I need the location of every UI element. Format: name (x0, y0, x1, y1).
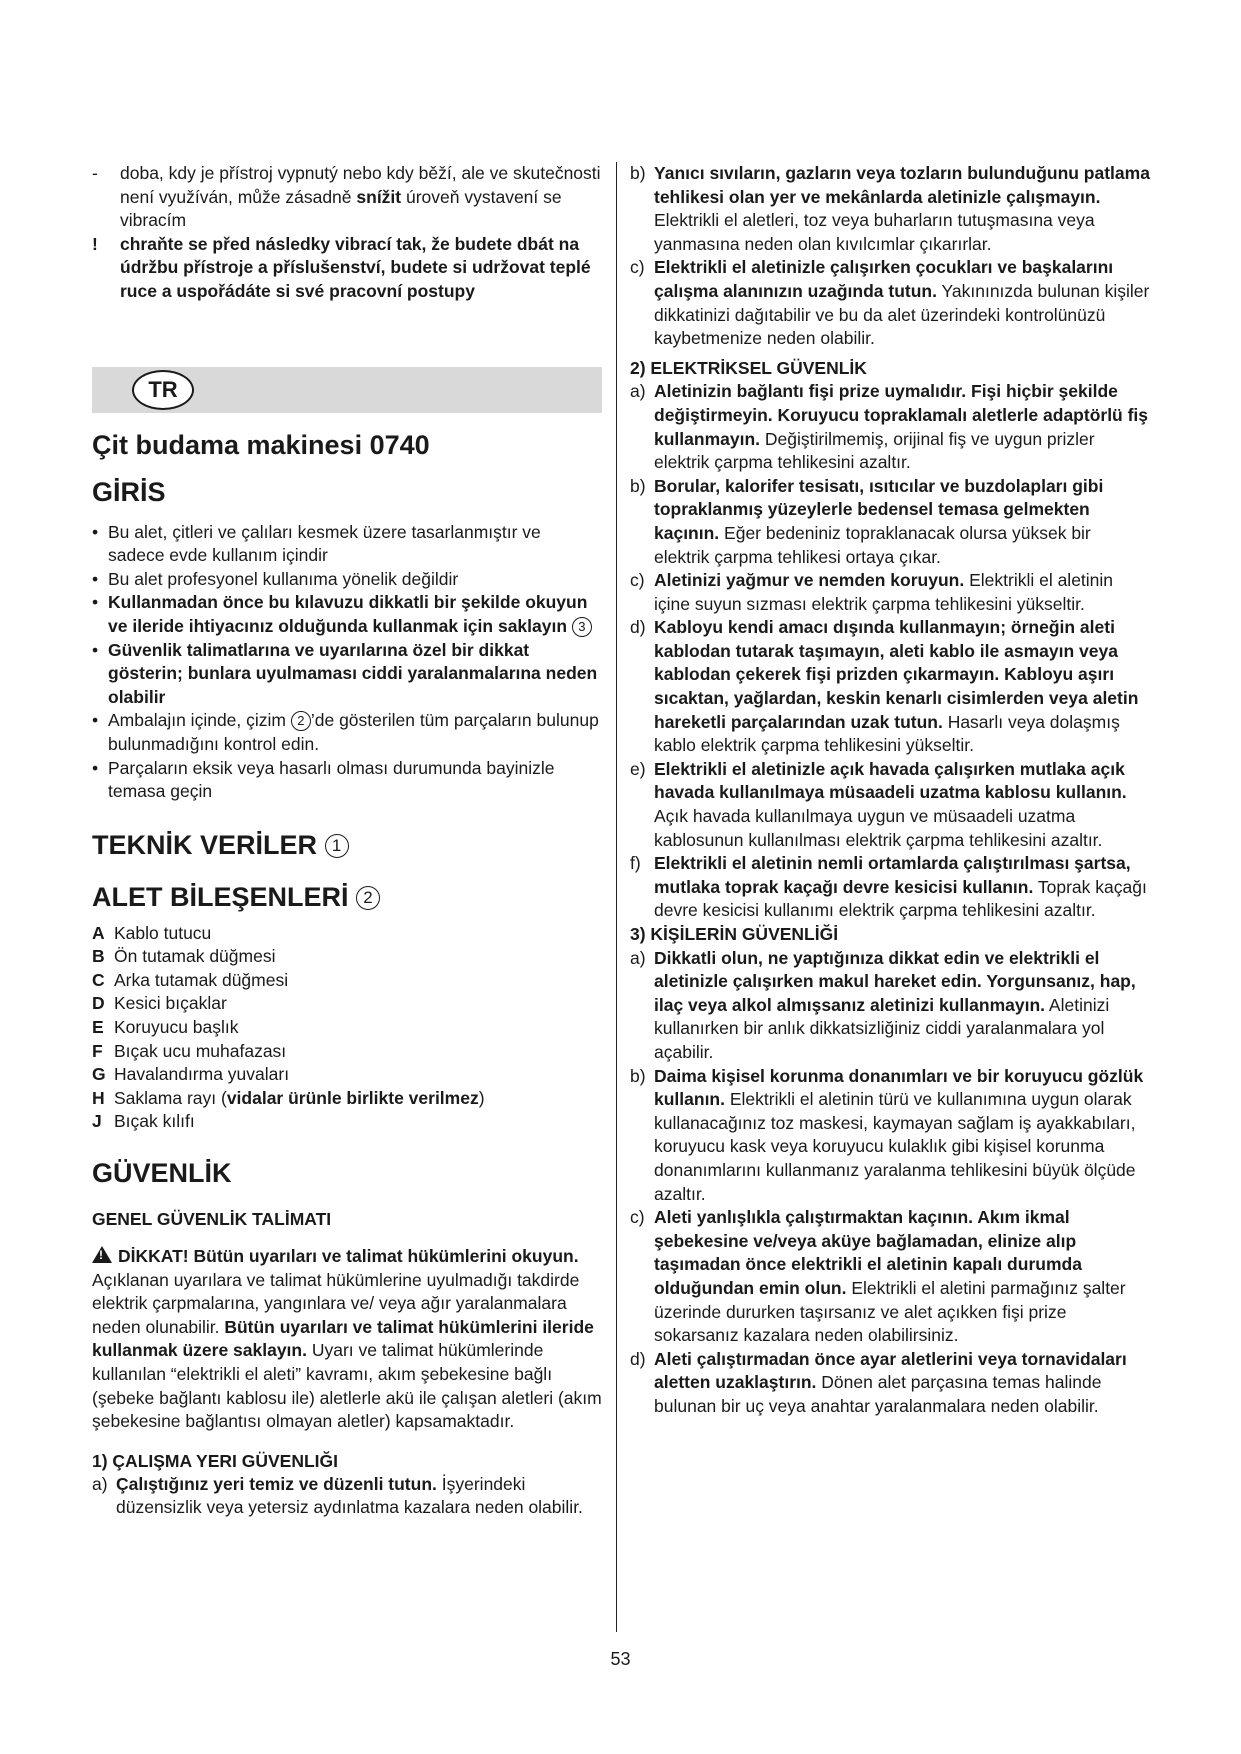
list-item: a) Çalıştığınız yeri temiz ve düzenli tutun. İşyerindeki düzensizlik veya yetersiz aydınlatma kazalara neden olabilir. (92, 1473, 583, 1518)
language-bar (92, 367, 602, 413)
figure-ref-1: 1 (325, 834, 349, 858)
intro-list (92, 521, 602, 804)
list-item: F Bıçak ucu muhafazası (92, 1040, 287, 1061)
list-item: E Koruyucu başlık (92, 1017, 239, 1038)
list-item: • Kullanmadan önce bu kılavuzu dikkatli bir şekilde okuyun ve ileride ihtiyacınız olduğunda kullanmak için saklayın 3 (92, 591, 602, 638)
list-item: c) Elektrikli el aletinizle çalışırken çocukları ve başkalarını çalışma alanınızın uzağında tutun. Yakınınızda bulunan kişiler dikkatinizi dağıtabilir ve bu da alet üzerindeki kontrolünüzü kaybetmenize neden olabilir. (630, 257, 1150, 349)
list-item: c) Aletinizi yağmur ve nemden koruyun. Elektrikli el aletinin içine suyun sızması elektrik çarpma tehlikesini yükseltir. (630, 570, 1114, 614)
exclamation-mark: ! (92, 233, 98, 254)
list-item: C Arka tutamak düğmesi (92, 969, 289, 990)
warning-paragraph: !DİKKAT! Bütün uyarıları ve talimat hükümlerini okuyun. Açıklanan uyarılara ve talimat hükümlerine uyulmadığı takdirde elektrik çarpmalarına, yangınlara ve/ veya ağır yaralanmalara neden olunabilir. Bütün uyarıları ve talimat hükümlerini ileride kullanmak üzere saklayın. Uyarı ve talimat hükümlerinde kullanılan “elektrikli el aleti” kavramı, akım şebekesine bağlı (şebeke bağlantı kablosu ile) aletlerle akü ile çalışan aletleri (akım şebekesine bağlantısı olmayan aletler) kapsamaktadır. (92, 1245, 602, 1434)
section-electrical: 2) ELEKTRİKSEL GÜVENLİK (630, 357, 867, 378)
warning-triangle-icon (92, 1246, 112, 1263)
parts-list (92, 922, 602, 1134)
section-work-area: 1) ÇALIŞMA YERI GÜVENLIĞI (92, 1450, 338, 1471)
list-item: H Saklama rayı (vidalar ürünle birlikte verilmez) (92, 1087, 485, 1108)
list-item: c) Aleti yanlışlıkla çalıştırmaktan kaçının. Akım ikmal şebekesine ve/veya aküye bağlamadan, elinize alıp taşımadan önce elektrikli el aletinin kapalı durumda olduğundan emin olun. Elektrikli el aletini parmağınız şalter üzerinde dururken taşırsanız ve alet açıkken fişi prize sokarsanız kazalara neden olabilirsiniz. (630, 1207, 1126, 1346)
list-item: e) Elektrikli el aletinizle açık havada çalışırken mutlaka açık havada kullanılmaya müsaadeli uzatma kablosu kullanın. Açık havada kullanılmaya uygun ve müsaadeli uzatma kablosunun kullanılması elektrik çarpma tehlikesini azaltır. (630, 758, 1127, 850)
list-item: b) Daima kişisel korunma donanımları ve bir koruyucu gözlük kullanın. Elektrikli el aletinin türü ve kullanımına uygun olarak kullanacağınız toz maskesi, kaymayan sağlam iş ayakkabıları, koruyucu kask veya koruyucu kulaklık gibi kişisel korunma donanımlarını kullanmanız yaralanma tehlikesini büyük ölçüde azaltır. (630, 1065, 1144, 1204)
cz-item-vibration-protect: ! chraňte se před následky vibrací tak, že budete dbát na údržbu přístroje a příslušenství, budete si udržovat teplé ruce a uspořádáte si své pracovní postupy (92, 233, 591, 301)
product-title: Çit budama makinesi 0740 (92, 429, 430, 460)
section-guvenlik: GÜVENLİK (92, 1158, 232, 1189)
section-teknik: TEKNİK VERİLER 1 (92, 828, 602, 862)
figure-ref-2: 2 (291, 711, 311, 731)
figure-ref-2: 2 (356, 886, 380, 910)
figure-ref-3: 3 (572, 617, 592, 637)
section-giris: GİRİS (92, 476, 166, 507)
list-item: G Havalandırma yuvaları (92, 1064, 290, 1085)
right-column (630, 162, 1150, 1418)
list-item: • Ambalajın içinde, çizim 2 ’de gösterilen tüm parçaların bulunup bulunmadığını kontrol edin. (92, 709, 602, 756)
dash-mark: - (92, 163, 98, 183)
list-item: • Parçaların eksik veya hasarlı olması durumunda bayinizle temasa geçin (92, 757, 602, 804)
list-item: D Kesici bıçaklar (92, 993, 227, 1014)
section-personal: 3) KİŞİLERİN GÜVENLİĞİ (630, 924, 839, 944)
column-divider (616, 162, 617, 1632)
list-item: J Bıçak kılıfı (92, 1111, 195, 1132)
list-item: • Güvenlik talimatlarına ve uyarılarına özel bir dikkat gösterin; bunlara uyulmaması ciddi yaralanmalarına neden olabilir (92, 639, 602, 710)
list-item: b) Borular, kalorifer tesisatı, ısıtıcılar ve buzdolapları gibi topraklanmış yüzeylerle bedensel temasa gelmekten kaçının. Eğer bedeniniz topraklanacak olursa yüksek bir elektrik çarpma tehlikesi ortaya çıkar. (630, 475, 1104, 567)
language-badge: TR (132, 370, 194, 410)
cz-item-vibration-time: - doba, kdy je přístroj vypnutý nebo kdy běží, ale ve skutečnosti není využíván, může zásadně snížit úroveň vystavení se vibracím (92, 163, 601, 231)
list-item: B Ön tutamak düğmesi (92, 946, 276, 967)
section-alet: ALET BİLEŞENLERİ 2 (92, 880, 602, 914)
list-item: a) Dikkatli olun, ne yaptığınıza dikkat edin ve elektrikli el aletinizle çalışırken makul hareket edin. Yorgunsanız, hap, ilaç veya alkol almışsanız aletinizi kullanmayın. Aletinizi kullanırken bir anlık dikkatsizliğiniz ciddi yaralanmalara yol açabilir. (630, 947, 1136, 1062)
list-item: f) Elektrikli el aletinin nemli ortamlarda çalıştırılması şartsa, mutlaka toprak kaçağı devre kesicisi kullanın. Toprak kaçağı devre kesicisi kullanımı elektrik çarpma tehlikesini azaltır. (630, 853, 1147, 921)
left-column (92, 162, 602, 1520)
list-item: b) Yanıcı sıvıların, gazların veya tozların bulunduğunu patlama tehlikesi olan yer ve mekânlarda aletinizle çalışmayın. Elektrikli el aletleri, toz veya buharların tutuşmasına veya yanmasına neden olan kıvılcımlar çıkarırlar. (630, 163, 1150, 254)
list-item: A Kablo tutucu (92, 922, 212, 943)
section-genel: GENEL GÜVENLİK TALİMATI (92, 1209, 332, 1230)
list-item: a) Aletinizin bağlantı fişi prize uymalıdır. Fişi hiçbir şekilde değiştirmeyin. Koruyucu topraklamalı aletlerle adaptörlü fiş kullanmayın. Değiştirilmemiş, orijinal fiş ve uygun prizler elektrik çarpma tehlikesini azaltır. (630, 381, 1149, 473)
list-item: • Bu alet, çitleri ve çalıları kesmek üzere tasarlanmıştır ve sadece evde kullanım içindir (92, 521, 602, 568)
list-item: • Bu alet profesyonel kullanıma yönelik değildir (92, 568, 602, 592)
list-item: d) Kabloyu kendi amacı dışında kullanmayın; örneğin aleti kablodan tutarak taşımayın, aleti kablo ile asmayın veya kablodan çekerek fişi prizden çıkarmayın. Kabloyu aşırı sıcaktan, yağlardan, keskin kenarlı cisimlerden veya aletin hareketli parçalarından uzak tutun. Hasarlı veya dolaşmış kablo elektrik çarpma tehlikesini yükseltir. (630, 617, 1139, 756)
list-item: d) Aleti çalıştırmadan önce ayar aletlerini veya tornavidaları aletten uzaklaştırın. Dönen alet parçasına temas halinde bulunan bir uç veya anahtar yaralanmalara neden olabilir. (630, 1348, 1127, 1416)
page-number: 53 (610, 1649, 631, 1669)
